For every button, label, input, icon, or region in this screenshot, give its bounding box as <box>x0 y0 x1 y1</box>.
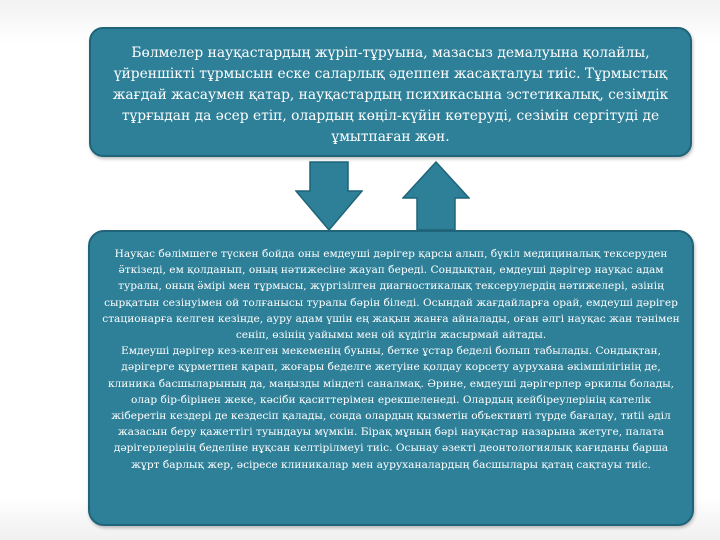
bottom-paragraph-1: Науқас бөлімшеге түскен бойда оны емдеуші дәрігер қарсы алып, бүкіл медициналық тексеруден ӛткізеді, ем қолданып, оның нәтижесіне жауап береді. Сондықтан, емдеуші дәрігер науқас адам туралы, оның ӛмірі мен тұрмысы, жүргізілген диагностикалық тексерулердің нәтижелері, әзінің сырқатын сезінуімен ой толғанысы туралы бәрін біледі. Осындай жағдайларға орай, емдеуші дәрігер стационарға келген кезінде, ауру адам үшін ең жақын жанға айналады, оған әлгі науқас жан тәнімен сеніп, өзінің уайымы мен ой күдігін жасырмай айтады. <box>102 248 680 342</box>
bottom-paragraph-2: Емдеуші дәрігер кез-келген мекеменің буыны, бетке ұстар беделі болып табылады. Сондықтан, дәрігерге құрметпен қарап, жоғары беделге жетуіне қолдау корсету аурухана әкімшілігінің де, клиника басшыларының да, маңызды міндеті саналмақ. Әрине, емдеуші дәрігерлер әркилы болады, олар бір-бірінен жеке, кәсіби қаситтерімен ерекшеленеді. Олардың кейбіреулерінің кателік жіберетін кездері де кездесіп қалады, сонда олардың қызметін объективті түрде бағалау, тиtiі әділ жазасын беру қажеттігі туындауы мүмкін. Бірақ мұның бәрі науқастар назарына жетуге, палата дәрігерлерінің беделіне нұқсан келтірілмеуі тиіс. Осынау әзекті деонтологиялық кағиданы барша жұрт барлық жер, әсіресе клиникалар мен ауруханалардың басшылары қатаң сақтауы тиіс. <box>107 345 675 471</box>
up-arrow-icon <box>402 161 470 231</box>
down-arrow-icon <box>295 161 363 231</box>
top-text-box <box>89 27 692 157</box>
bottom-text-box <box>88 230 694 526</box>
top-box-text: Бөлмелер науқастардың жүріп-тұруына, мазасыз демалуына қолайлы, үйреншікті тұрмысын еске саларлық әдеппен жасақталуы тиіс. Тұрмыстық жағдай жасаумен қатар, науқастардың психикасына эстетикалық, сезімдік тұрғыдан да әсер етіп, олардың көңіл-күйін көтеруді, сезімін сергітуді де ұмытпаған жөн. <box>112 44 669 145</box>
